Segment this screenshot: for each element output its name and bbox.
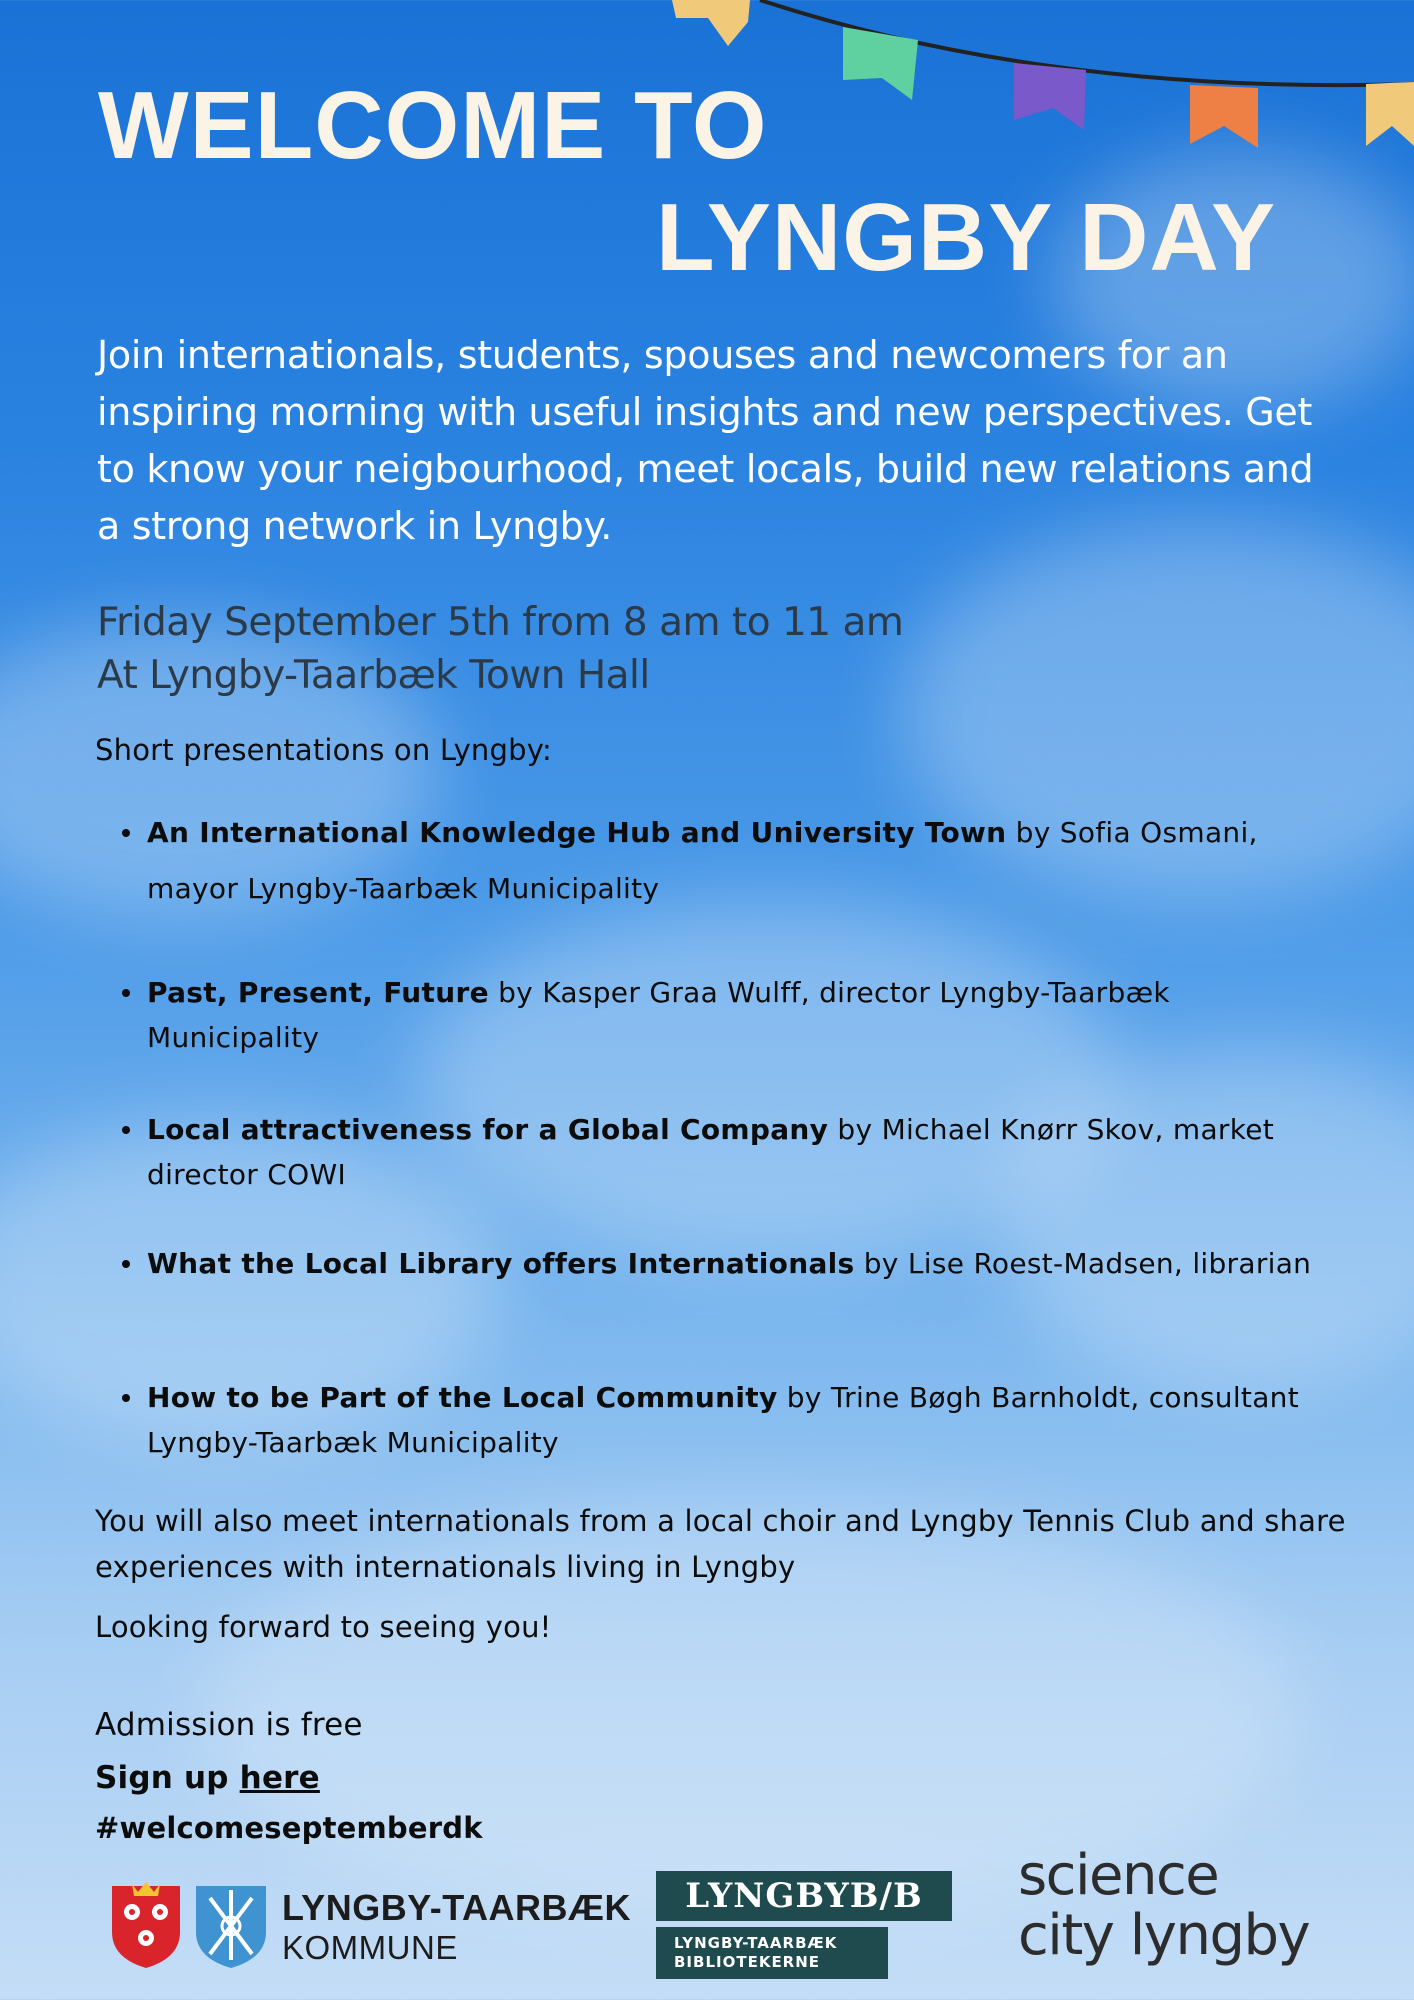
also-meet-text: You will also meet internationals from a local choir and Lyngby Tennis Club and share experiences with internationals living in Lyngby (95, 1504, 1346, 1584)
red-shield-icon (112, 1886, 180, 1968)
science-city-logo-line-2: city lyngby (1018, 1903, 1310, 1968)
kommune-name: LYNGBY-TAARBÆK (282, 1887, 632, 1928)
presentation-speaker: by Sofia Osmani, mayor Lyngby-Taarbæk Municipality (147, 816, 1258, 905)
presentation-title: Local attractiveness for a Global Company (147, 1113, 829, 1146)
event-location: At Lyngby-Taarbæk Town Hall (97, 653, 650, 698)
science-city-logo-line-1: science (1018, 1843, 1219, 1908)
bib-logo-line-1: LYNGBY-TAARBÆK (674, 1934, 838, 1952)
bunting-flag-orange (1190, 85, 1258, 148)
presentation-item (147, 1241, 1327, 1286)
hashtag: #welcomeseptemberdk (95, 1811, 483, 1845)
presentation-item (147, 970, 1327, 1060)
bunting-flag-purple (1014, 63, 1086, 130)
presentation-speaker: by Trine Bøgh Barnholdt, consultant Lyngby-Taarbæk Municipality (147, 1381, 1299, 1459)
kommune-sub: KOMMUNE (282, 1929, 458, 1966)
presentation-title: What the Local Library offers Internationals (147, 1247, 855, 1280)
title-line-2: LYNGBY DAY (656, 184, 1277, 291)
signup-prefix: Sign up (95, 1760, 240, 1796)
admission-text: Admission is free (95, 1707, 363, 1743)
presentation-title: An International Knowledge Hub and University Town (147, 816, 1007, 849)
signup-link[interactable]: here (239, 1760, 320, 1796)
kommune-coat-of-arms-icon (110, 1880, 270, 1970)
title-line-1: WELCOME TO (98, 72, 768, 179)
looking-forward-text: Looking forward to seeing you! (95, 1610, 552, 1644)
lyngby-bib-logo (656, 1871, 952, 1979)
event-date-time: Friday September 5th from 8 am to 11 am (97, 600, 904, 645)
bib-logo-line-2: BIBLIOTEKERNE (674, 1953, 821, 1971)
presentation-speaker: by Lise Roest-Madsen, librarian (854, 1247, 1312, 1280)
presentation-item (147, 1375, 1327, 1465)
intro-paragraph: Join internationals, students, spouses and newcomers for an inspiring morning with useful insights and new perspectives. Get to know your neigbourhood, meet locals, build new relations and a strong network in Lyngby. (97, 333, 1314, 548)
presentations-heading: Short presentations on Lyngby: (95, 733, 552, 767)
presentation-item (147, 805, 1327, 917)
presentation-speaker: by Michael Knørr Skov, market director COWI (147, 1113, 1275, 1191)
presentation-title: How to be Part of the Local Community (147, 1381, 778, 1414)
presentation-item (147, 1107, 1327, 1197)
bib-logo-top: LYNGBYB/B (656, 1871, 952, 1921)
presentation-title: Past, Present, Future (147, 976, 489, 1009)
signup-line (95, 1756, 320, 1800)
bib-logo-bottom (656, 1927, 888, 1979)
bunting-flag-green (843, 27, 918, 100)
presentation-speaker: by Kasper Graa Wulff, director Lyngby-Taarbæk Municipality (147, 976, 1170, 1054)
bunting-flag-yellow (672, 0, 750, 46)
bunting-flag-yellow (1366, 82, 1414, 146)
